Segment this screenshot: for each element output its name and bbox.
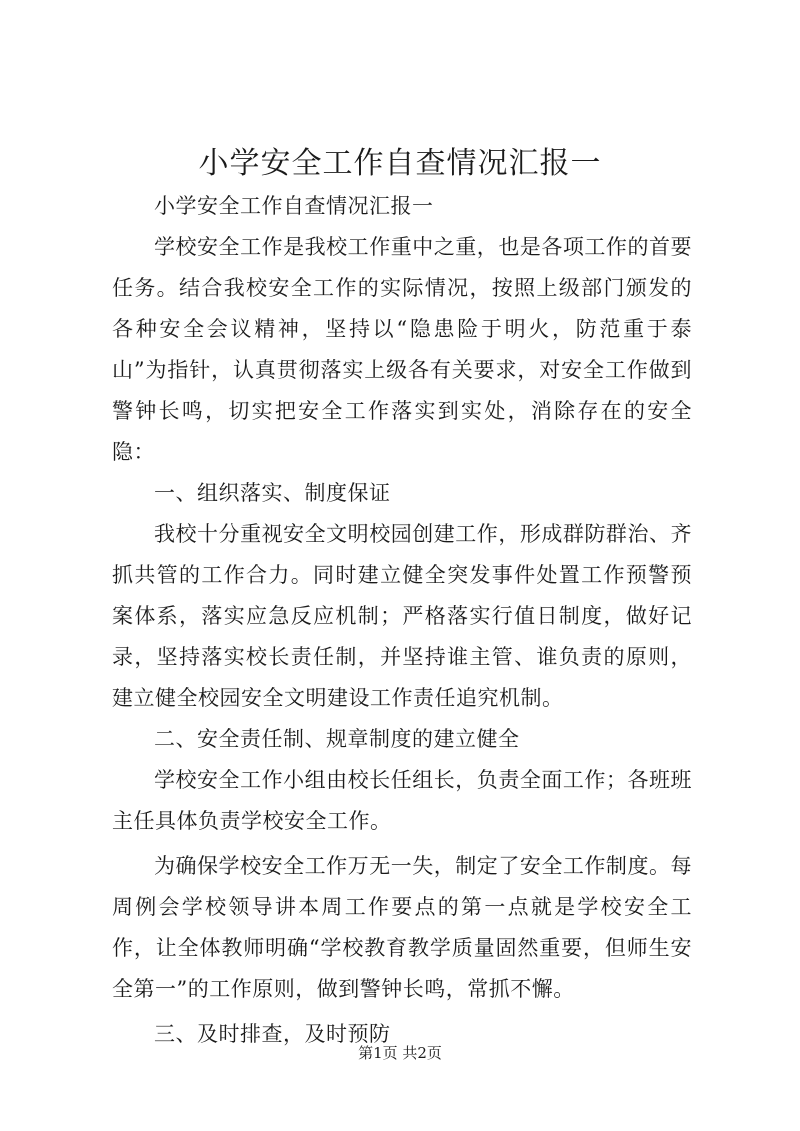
document-body [112,186,692,1055]
section-heading-1: 一、组织落实、制度保证 [154,481,391,505]
paragraph-section-1: 我校十分重视安全文明校园创建工作，形成群防群治、齐抓共管的工作合力。同时建立健全突发事件处置工作预警预案体系，落实应急反应机制；严格落实行值日制度，做好记录，坚持落实校长责任制，并坚持谁主管、谁负责的原则，建立健全校园安全文明建设工作责任追究机制。 [112,522,692,710]
section-heading-3: 三、及时排查，及时预防 [154,1022,391,1046]
paragraph-section-2a: 学校安全工作小组由校长任组长，负责全面工作；各班班主任具体负责学校安全工作。 [112,768,692,833]
page-footer: 第1页 共2页 [358,1044,442,1062]
paragraph-subtitle: 小学安全工作自查情况汇报一 [154,194,434,218]
paragraph-intro: 学校安全工作是我校工作重中之重，也是各项工作的首要任务。结合我校安全工作的实际情况，按照上级部门颁发的各种安全会议精神，坚持以“隐患险于明火，防范重于泰山”为指针，认真贯彻落实上级各有关要求，对安全工作做到警钟长鸣，切实把安全工作落实到实处，消除存在的安全隐： [112,235,692,464]
section-heading-2: 二、安全责任制、规章制度的建立健全 [154,727,520,751]
document-title: 小学安全工作自查情况汇报一 [198,146,602,181]
paragraph-section-2b: 为确保学校安全工作万无一失，制定了安全工作制度。每周例会学校领导讲本周工作要点的第一点就是学校安全工作，让全体教师明确“学校教育教学质量固然重要，但师生安全第一”的工作原则，做到警钟长鸣，常抓不懈。 [112,854,692,1001]
